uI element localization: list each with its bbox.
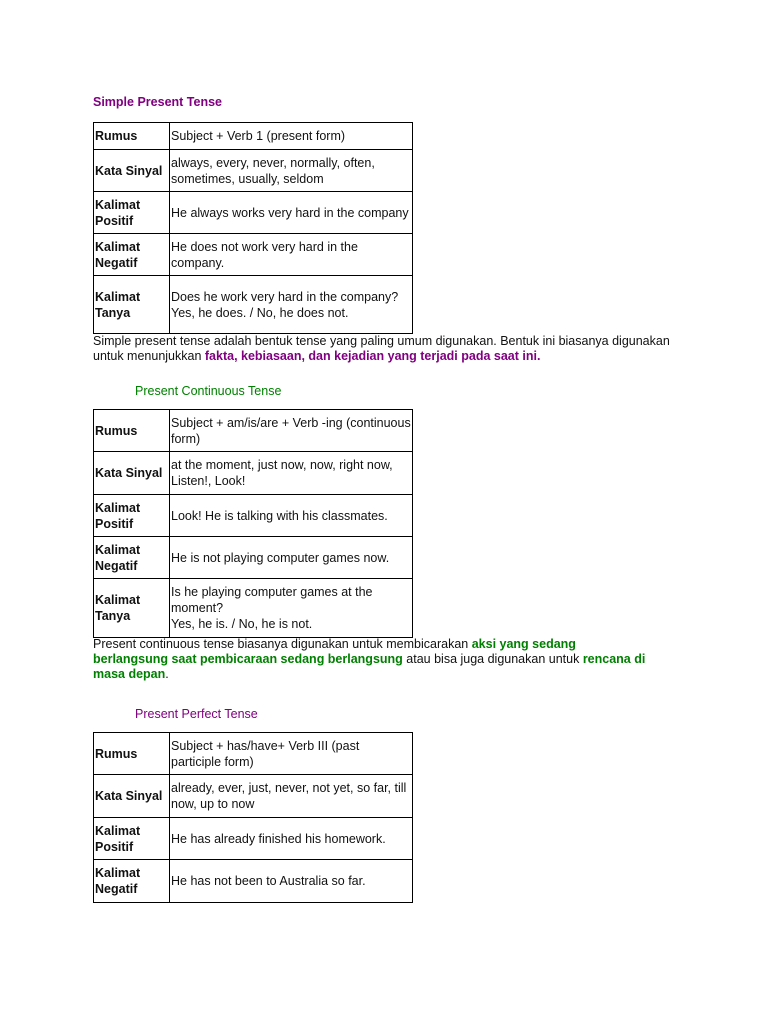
table-row xyxy=(94,495,413,537)
table-row xyxy=(94,452,413,495)
table-row xyxy=(94,410,413,452)
section-title-present-perfect: Present Perfect Tense xyxy=(135,707,258,721)
table-row xyxy=(94,775,413,818)
present-continuous-description xyxy=(93,637,653,682)
table-row xyxy=(94,579,413,638)
row-value: Look! He is talking with his classmates. xyxy=(170,495,413,537)
row-value: at the moment, just now, now, right now, Listen!, Look! xyxy=(170,452,413,495)
paragraph-emphasis: aksi yang sedang berlangsung saat pembicaraan sedang berlangsung xyxy=(93,637,576,666)
paragraph-emphasis: rencana di masa depan xyxy=(93,652,646,681)
simple-present-table xyxy=(93,122,413,334)
row-value: Subject + Verb 1 (present form) xyxy=(170,123,413,150)
paragraph-emphasis: fakta, kebiasaan, dan kejadian yang terjadi pada saat ini. xyxy=(204,349,541,363)
row-label: Kalimat Negatif xyxy=(94,860,170,903)
row-label: Kalimat Tanya xyxy=(94,276,170,334)
row-label: Rumus xyxy=(94,410,170,452)
row-value: He always works very hard in the company xyxy=(170,192,413,234)
row-value: Is he playing computer games at the moment? Yes, he is. / No, he is not. xyxy=(170,579,413,638)
row-value: He does not work very hard in the company. xyxy=(170,234,413,276)
table-row xyxy=(94,537,413,579)
row-value: Does he work very hard in the company? Yes, he does. / No, he does not. xyxy=(170,276,413,334)
paragraph-text: Present continuous tense biasanya digunakan untuk membicarakan xyxy=(93,637,472,651)
row-value: always, every, never, normally, often, sometimes, usually, seldom xyxy=(170,150,413,192)
section-title-simple-present: Simple Present Tense xyxy=(93,95,222,109)
row-label: Kalimat Positif xyxy=(94,192,170,234)
present-perfect-table xyxy=(93,732,413,903)
simple-present-description xyxy=(93,334,693,364)
row-value: Subject + am/is/are + Verb -ing (continuous form) xyxy=(170,410,413,452)
table-row xyxy=(94,818,413,860)
table-row xyxy=(94,733,413,775)
row-label: Rumus xyxy=(94,733,170,775)
row-label: Kalimat Positif xyxy=(94,495,170,537)
table-row xyxy=(94,192,413,234)
present-continuous-table xyxy=(93,409,413,638)
table-row xyxy=(94,276,413,334)
table-row xyxy=(94,860,413,903)
section-title-present-continuous: Present Continuous Tense xyxy=(135,384,282,398)
row-value: He has already finished his homework. xyxy=(170,818,413,860)
row-label: Kalimat Negatif xyxy=(94,234,170,276)
row-label: Kata Sinyal xyxy=(94,775,170,818)
table-row xyxy=(94,234,413,276)
row-value: He is not playing computer games now. xyxy=(170,537,413,579)
row-value: He has not been to Australia so far. xyxy=(170,860,413,903)
row-label: Kalimat Tanya xyxy=(94,579,170,638)
row-value: Subject + has/have+ Verb III (past participle form) xyxy=(170,733,413,775)
table-row xyxy=(94,123,413,150)
row-value: already, ever, just, never, not yet, so far, till now, up to now xyxy=(170,775,413,818)
row-label: Kata Sinyal xyxy=(94,150,170,192)
row-label: Kalimat Negatif xyxy=(94,537,170,579)
paragraph-text: atau bisa juga digunakan untuk xyxy=(402,652,583,666)
row-label: Rumus xyxy=(94,123,170,150)
row-label: Kata Sinyal xyxy=(94,452,170,495)
paragraph-text: . xyxy=(165,667,169,681)
paragraph-text: Simple present tense adalah bentuk tense yang paling umum digunakan. Bentuk ini biasanya digunakan untuk menunjukkan xyxy=(93,334,670,363)
row-label: Kalimat Positif xyxy=(94,818,170,860)
table-row xyxy=(94,150,413,192)
